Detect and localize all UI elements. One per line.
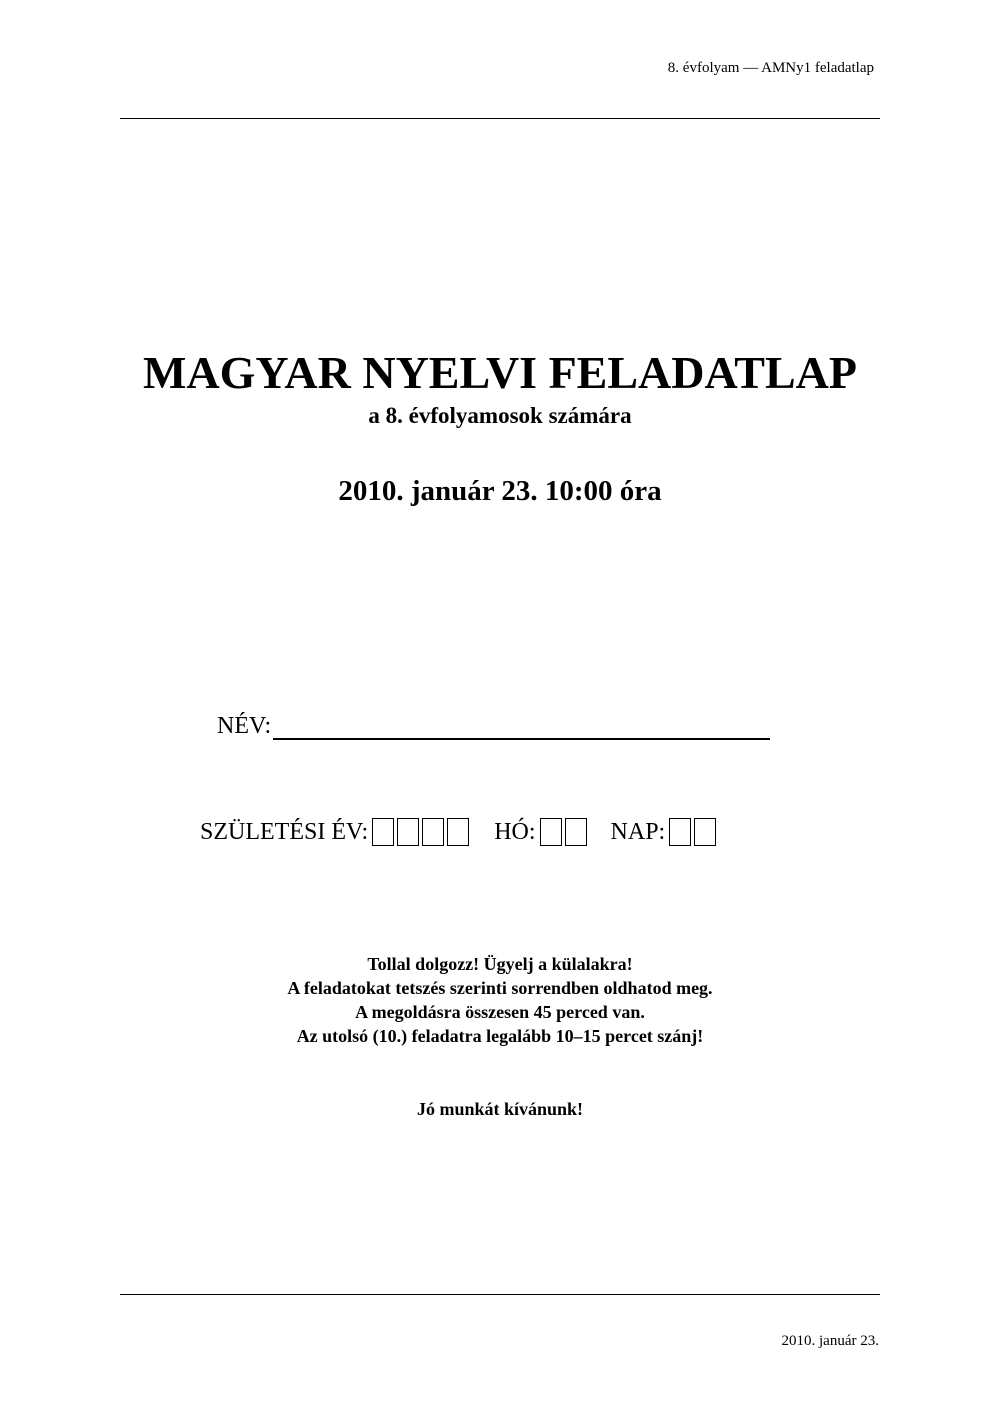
birth-year-digit-box[interactable] (422, 818, 444, 846)
day-digit-box[interactable] (669, 818, 691, 846)
name-field[interactable] (273, 712, 770, 740)
footer-divider (120, 1294, 880, 1295)
header-text: 8. évfolyam — AMNy1 feladatlap (667, 60, 874, 76)
exam-datetime: 2010. január 23. 10:00 óra (338, 475, 662, 507)
birth-year-label: SZÜLETÉSI ÉV: (200, 818, 369, 845)
day-boxes (669, 818, 719, 846)
instructions-block (0, 952, 1000, 1048)
closing-wish: Jó munkát kívánunk! (416, 1099, 584, 1119)
footer-date: 2010. január 23. (781, 1333, 879, 1349)
page-subtitle: a 8. évfolyamosok számára (368, 403, 632, 428)
name-row (217, 712, 770, 740)
page-title: MAGYAR NYELVI FELADATLAP (143, 347, 857, 398)
instruction-line: A megoldásra összesen 45 perced van. (355, 1002, 645, 1022)
instruction-line: Az utolsó (10.) feladatra legalább 10–15 percet szánj! (296, 1026, 704, 1046)
birth-year-digit-box[interactable] (397, 818, 419, 846)
day-digit-box[interactable] (694, 818, 716, 846)
header-divider (120, 118, 880, 119)
month-digit-box[interactable] (565, 818, 587, 846)
birth-year-digit-box[interactable] (372, 818, 394, 846)
birth-year-digit-box[interactable] (447, 818, 469, 846)
instruction-line: Tollal dolgozz! Ügyelj a külalakra! (367, 954, 633, 974)
day-label: NAP: (610, 818, 666, 845)
month-digit-box[interactable] (540, 818, 562, 846)
instruction-line: A feladatokat tetszés szerinti sorrendben oldhatod meg. (287, 978, 713, 998)
month-label: HÓ: (494, 818, 536, 845)
name-label: NÉV: (217, 713, 272, 739)
birth-year-boxes (372, 818, 472, 846)
birth-date-row (200, 818, 719, 846)
month-boxes (540, 818, 590, 846)
